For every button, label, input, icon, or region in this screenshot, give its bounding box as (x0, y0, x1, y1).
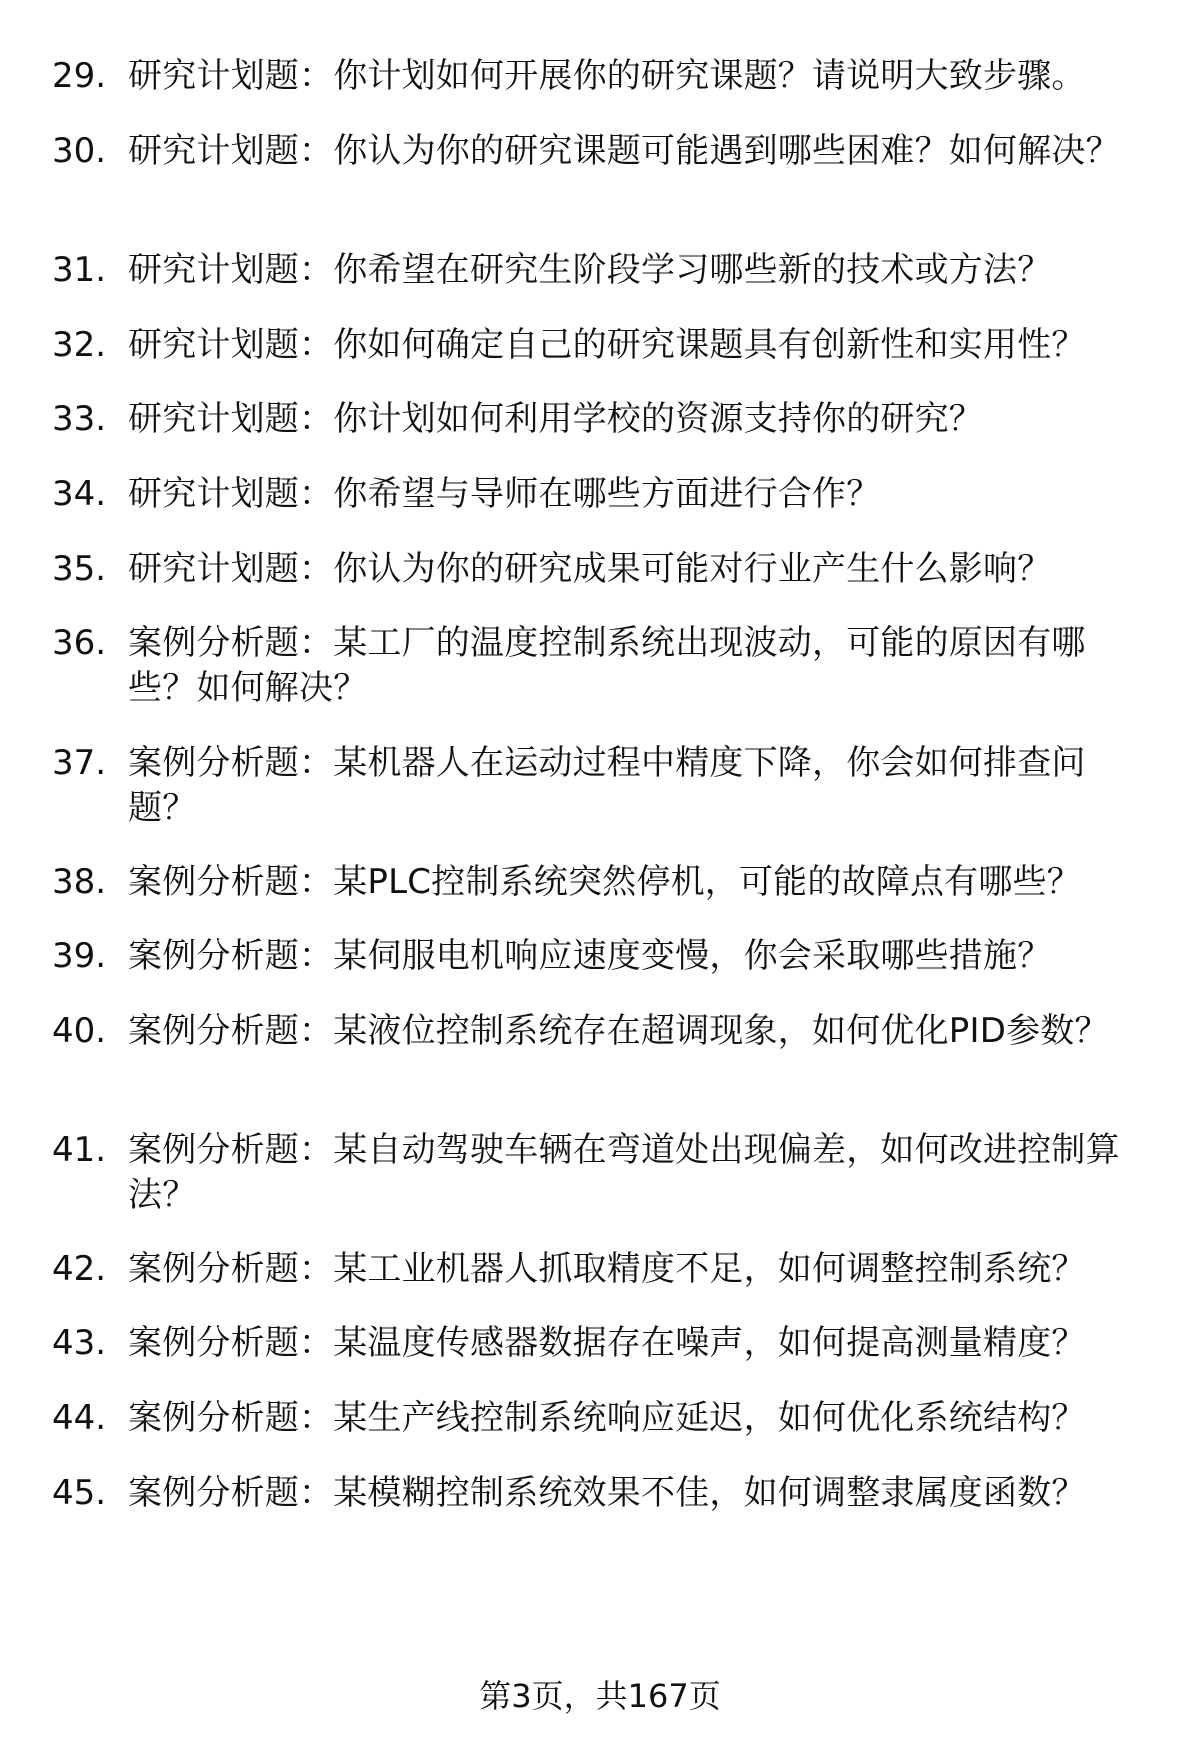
question-number: 35. (52, 549, 107, 589)
question-number: 41. (52, 1130, 107, 1170)
question-text: 案例分析题：某工厂的温度控制系统出现波动，可能的原因有哪些？如何解决？ (128, 623, 1086, 708)
question-text: 研究计划题：你认为你的研究成果可能对行业产生什么影响？ (128, 549, 1052, 589)
question-text: 研究计划题：你希望在研究生阶段学习哪些新的技术或方法？ (128, 250, 1052, 290)
question-text: 研究计划题：你希望与导师在哪些方面进行合作？ (128, 474, 881, 514)
question-number: 44. (52, 1398, 107, 1438)
question-text: 案例分析题：某液位控制系统存在超调现象，如何优化PID参数？ (128, 1011, 1109, 1051)
question-number: 29. (52, 56, 107, 96)
question-text: 研究计划题：你认为你的研究课题可能遇到哪些困难？如何解决？ (128, 131, 1120, 171)
question-text: 案例分析题：某PLC控制系统突然停机，可能的故障点有哪些？ (128, 862, 1081, 902)
question-number: 30. (52, 131, 107, 171)
question-number: 33. (52, 399, 107, 439)
question-number: 38. (52, 862, 107, 902)
question-number: 39. (52, 936, 107, 976)
question-text: 案例分析题：某自动驾驶车辆在弯道处出现偏差，如何改进控制算法？ (128, 1130, 1120, 1215)
question-number: 37. (52, 743, 107, 783)
question-number: 43. (52, 1323, 107, 1363)
question-text: 案例分析题：某生产线控制系统响应延迟，如何优化系统结构？ (128, 1398, 1086, 1438)
page-footer: 第3页，共167页 (479, 1677, 721, 1715)
question-number: 40. (52, 1011, 107, 1051)
question-text: 研究计划题：你计划如何利用学校的资源支持你的研究？ (128, 399, 983, 439)
question-number: 32. (52, 325, 107, 365)
question-number: 34. (52, 474, 107, 514)
question-number: 42. (52, 1249, 107, 1289)
question-text: 案例分析题：某机器人在运动过程中精度下降，你会如何排查问题？ (128, 743, 1086, 828)
question-text: 研究计划题：你计划如何开展你的研究课题？请说明大致步骤。 (128, 56, 1086, 96)
question-text: 案例分析题：某温度传感器数据存在噪声，如何提高测量精度？ (128, 1323, 1086, 1363)
question-text: 案例分析题：某伺服电机响应速度变慢，你会采取哪些措施？ (128, 936, 1052, 976)
question-text: 案例分析题：某模糊控制系统效果不佳，如何调整隶属度函数？ (128, 1473, 1086, 1513)
question-number: 36. (52, 623, 107, 663)
question-text: 研究计划题：你如何确定自己的研究课题具有创新性和实用性？ (128, 325, 1086, 365)
question-number: 45. (52, 1473, 107, 1513)
question-text: 案例分析题：某工业机器人抓取精度不足，如何调整控制系统？ (128, 1249, 1086, 1289)
question-number: 31. (52, 250, 107, 290)
